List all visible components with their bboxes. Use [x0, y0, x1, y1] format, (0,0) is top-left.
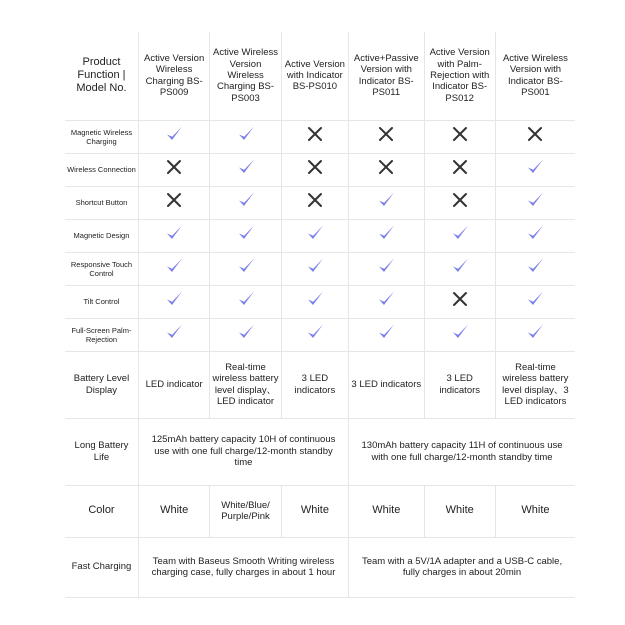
supported-cell — [210, 219, 281, 252]
feature-name: Full-Screen Palm-Rejection — [65, 318, 138, 351]
feature-name: Magnetic Design — [65, 219, 138, 252]
cross-icon — [164, 157, 184, 177]
cross-icon — [450, 124, 470, 144]
cross-icon — [525, 124, 545, 144]
check-icon — [236, 157, 256, 177]
cross-icon — [305, 190, 325, 210]
cross-icon — [305, 124, 325, 144]
check-icon — [525, 256, 545, 276]
check-icon — [376, 223, 396, 243]
supported-cell — [210, 285, 281, 318]
supported-cell — [349, 252, 424, 285]
fast-charging-row — [65, 537, 575, 597]
battery-display-value: 3 LED indicators — [349, 351, 424, 418]
fast-charging-label: Fast Charging — [65, 537, 138, 597]
check-icon — [450, 256, 470, 276]
model-header: Active Version with Indicator BS-PS010 — [281, 32, 348, 120]
model-header: Active Wireless Version with Indicator BS-PS001 — [495, 32, 575, 120]
color-row — [65, 485, 575, 537]
check-icon — [305, 289, 325, 309]
supported-cell — [281, 318, 348, 351]
check-icon — [376, 289, 396, 309]
supported-cell — [349, 219, 424, 252]
color-value: White — [349, 485, 424, 537]
check-icon — [450, 223, 470, 243]
unsupported-cell — [424, 186, 495, 219]
battery-display-value: 3 LED indicators — [281, 351, 348, 418]
feature-name: Responsive Touch Control — [65, 252, 138, 285]
supported-cell — [210, 186, 281, 219]
cross-icon — [450, 157, 470, 177]
battery-display-value: LED indicator — [138, 351, 209, 418]
model-header: Active+Passive Version with Indicator BS-PS011 — [349, 32, 424, 120]
long-battery-value: 130mAh battery capacity 11H of continuous use with one full charge/12-month standby time — [349, 418, 575, 485]
supported-cell — [138, 285, 209, 318]
header-row — [65, 32, 575, 120]
check-icon — [376, 256, 396, 276]
supported-cell — [424, 219, 495, 252]
battery-display-value: Real-time wireless battery level display、LED indicator — [210, 351, 281, 418]
cross-icon — [376, 124, 396, 144]
model-header: Active Version with Palm-Rejection with Indicator BS-PS012 — [424, 32, 495, 120]
comparison-table — [65, 32, 575, 598]
check-icon — [376, 322, 396, 342]
header-label: Product Function | Model No. — [65, 32, 138, 120]
check-icon — [164, 322, 184, 342]
supported-cell — [138, 318, 209, 351]
check-icon — [376, 190, 396, 210]
unsupported-cell — [281, 186, 348, 219]
battery-display-row — [65, 351, 575, 418]
fast-charging-value: Team with Baseus Smooth Writing wireless charging case, fully charges in about 1 hour — [138, 537, 348, 597]
check-icon — [236, 289, 256, 309]
unsupported-cell — [281, 153, 348, 186]
supported-cell — [349, 186, 424, 219]
supported-cell — [495, 252, 575, 285]
long-battery-row — [65, 418, 575, 485]
unsupported-cell — [138, 153, 209, 186]
unsupported-cell — [424, 153, 495, 186]
feature-name: Wireless Connection — [65, 153, 138, 186]
cross-icon — [305, 157, 325, 177]
feature-name: Shortcut Button — [65, 186, 138, 219]
supported-cell — [138, 120, 209, 153]
long-battery-label: Long Battery Life — [65, 418, 138, 485]
unsupported-cell — [424, 285, 495, 318]
check-icon — [236, 124, 256, 144]
cross-icon — [376, 157, 396, 177]
supported-cell — [210, 252, 281, 285]
unsupported-cell — [424, 120, 495, 153]
feature-row — [65, 186, 575, 219]
cross-icon — [450, 190, 470, 210]
supported-cell — [210, 153, 281, 186]
check-icon — [164, 124, 184, 144]
check-icon — [525, 190, 545, 210]
feature-row — [65, 153, 575, 186]
supported-cell — [138, 252, 209, 285]
check-icon — [525, 289, 545, 309]
check-icon — [164, 256, 184, 276]
check-icon — [305, 223, 325, 243]
model-header: Active Version Wireless Charging BS-PS009 — [138, 32, 209, 120]
supported-cell — [210, 120, 281, 153]
unsupported-cell — [281, 120, 348, 153]
supported-cell — [138, 219, 209, 252]
feature-row — [65, 120, 575, 153]
model-header: Active Wireless Version Wireless Charging BS-PS003 — [210, 32, 281, 120]
check-icon — [236, 256, 256, 276]
check-icon — [525, 157, 545, 177]
unsupported-cell — [349, 120, 424, 153]
supported-cell — [495, 318, 575, 351]
fast-charging-value: Team with a 5V/1A adapter and a USB-C cable, fully charges in about 20min — [349, 537, 575, 597]
check-icon — [450, 322, 470, 342]
check-icon — [525, 322, 545, 342]
battery-display-label: Battery Level Display — [65, 351, 138, 418]
battery-display-value: Real-time wireless battery level display、3 LED indicators — [495, 351, 575, 418]
color-value: White — [281, 485, 348, 537]
color-value: White — [138, 485, 209, 537]
check-icon — [236, 322, 256, 342]
feature-row — [65, 252, 575, 285]
feature-row — [65, 318, 575, 351]
cross-icon — [164, 190, 184, 210]
color-value: White — [424, 485, 495, 537]
unsupported-cell — [349, 153, 424, 186]
supported-cell — [349, 318, 424, 351]
supported-cell — [495, 153, 575, 186]
long-battery-value: 125mAh battery capacity 10H of continuous use with one full charge/12-month standby time — [138, 418, 348, 485]
check-icon — [305, 256, 325, 276]
check-icon — [525, 223, 545, 243]
feature-row — [65, 285, 575, 318]
feature-name: Magnetic Wireless Charging — [65, 120, 138, 153]
supported-cell — [349, 285, 424, 318]
cross-icon — [450, 289, 470, 309]
check-icon — [236, 223, 256, 243]
supported-cell — [424, 318, 495, 351]
feature-row — [65, 219, 575, 252]
check-icon — [236, 190, 256, 210]
color-value: White — [495, 485, 575, 537]
check-icon — [164, 289, 184, 309]
feature-name: Tilt Control — [65, 285, 138, 318]
supported-cell — [495, 186, 575, 219]
check-icon — [305, 322, 325, 342]
unsupported-cell — [495, 120, 575, 153]
comparison-chart — [65, 32, 575, 598]
supported-cell — [210, 318, 281, 351]
supported-cell — [495, 219, 575, 252]
color-label: Color — [65, 485, 138, 537]
supported-cell — [424, 252, 495, 285]
supported-cell — [281, 219, 348, 252]
unsupported-cell — [138, 186, 209, 219]
battery-display-value: 3 LED indicators — [424, 351, 495, 418]
supported-cell — [281, 252, 348, 285]
color-value: White/Blue/ Purple/Pink — [210, 485, 281, 537]
supported-cell — [495, 285, 575, 318]
supported-cell — [281, 285, 348, 318]
check-icon — [164, 223, 184, 243]
